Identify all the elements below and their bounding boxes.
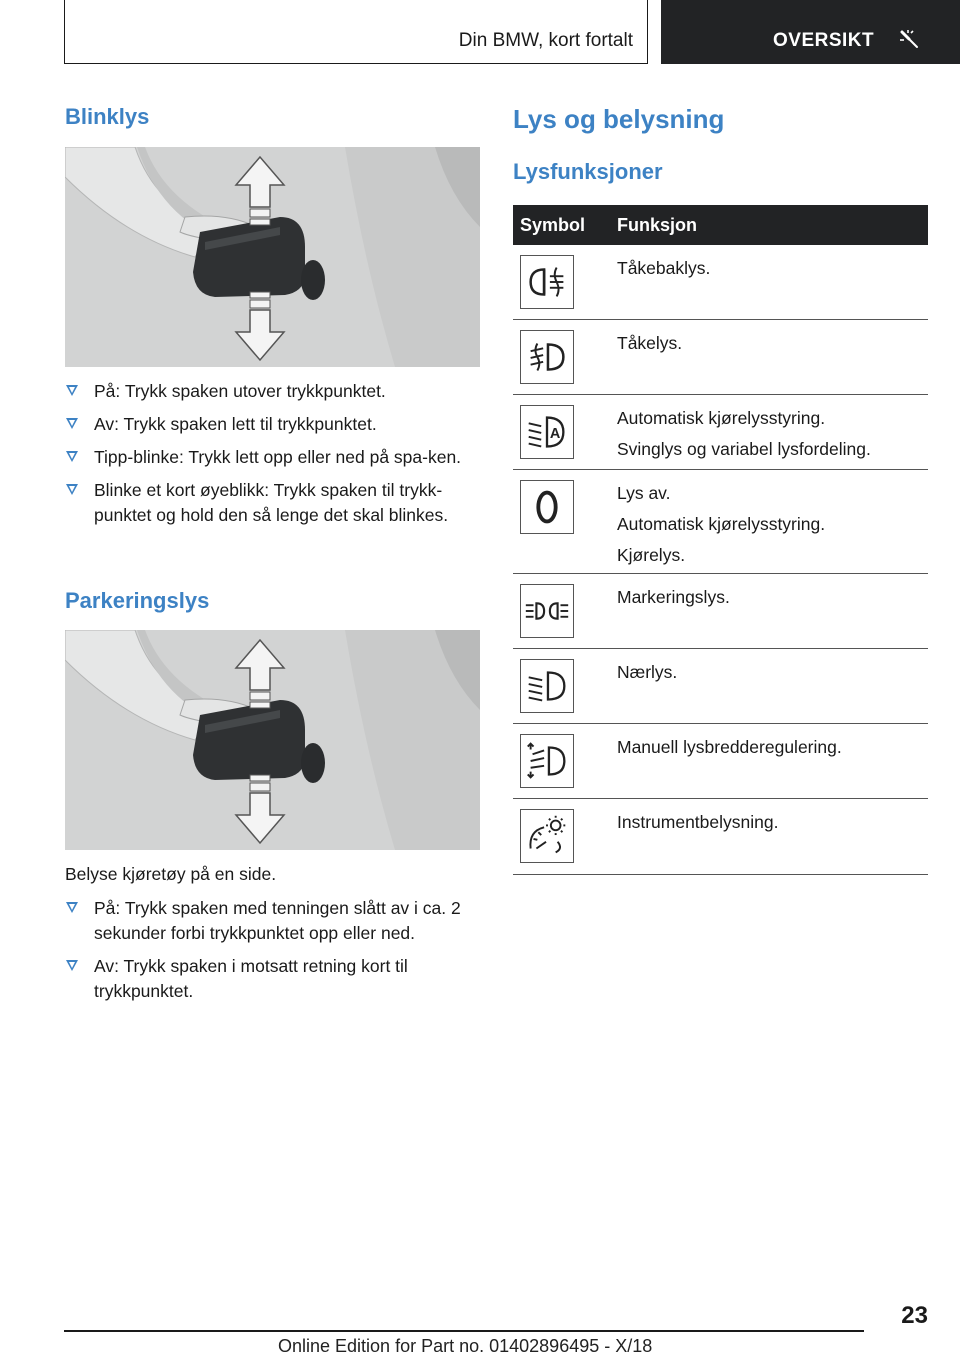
auto-headlight-icon [520, 405, 574, 459]
rear-fog-light-icon [520, 255, 574, 309]
list-item: På: Trykk spaken med tenningen slått av i ca. 2 sekunder forbi trykkpunktet opp eller ned. [65, 896, 480, 946]
function-text: Nærlys. [617, 662, 678, 682]
list-item: Blinke et kort øyeblikk: Trykk spaken til trykk-punktet og hold den så lenge det skal blinkes. [65, 478, 480, 528]
table-row [513, 320, 928, 395]
table-row [513, 470, 928, 574]
table-row [513, 574, 928, 649]
list-item: Tipp-blinke: Trykk lett opp eller ned på spa-ken. [65, 445, 480, 470]
function-text: Automatisk kjørelysstyring. [617, 514, 826, 534]
function-text: Manuell lysbredderegulering. [617, 737, 842, 757]
parking-light-icon [520, 584, 574, 638]
lys-heading: Lys og belysning [513, 104, 725, 134]
function-text: Svinglys og variabel lysfordeling. [617, 439, 871, 459]
low-beam-icon [520, 659, 574, 713]
table-row [513, 245, 928, 320]
list-item: Av: Trykk spaken lett til trykkpunktet. [65, 412, 480, 437]
svg-text:A: A [549, 425, 561, 442]
blinklys-heading: Blinklys [65, 104, 150, 129]
wand-icon [897, 28, 921, 52]
footer-edition: Online Edition for Part no. 01402896495 - X/18 [278, 1336, 653, 1356]
function-text: Instrumentbelysning. [617, 812, 779, 832]
lysfunksjoner-heading: Lysfunksjoner [513, 159, 663, 184]
turn-signal-lever-illustration [65, 147, 480, 367]
bullet-triangle-icon [66, 484, 78, 495]
lights-off-icon [520, 480, 574, 534]
instrument-lighting-icon [520, 809, 574, 863]
header-chapter-box [661, 0, 960, 64]
col-symbol-header: Symbol [520, 215, 586, 235]
footer-rule [64, 1330, 864, 1332]
bullet-triangle-icon [66, 451, 78, 462]
parkeringslys-heading: Parkeringslys [65, 588, 210, 613]
blinklys-list [65, 379, 480, 536]
list-item: På: Trykk spaken utover trykkpunktet. [65, 379, 480, 404]
header-section-title: Din BMW, kort fortalt [458, 30, 633, 51]
header-chapter-label: OVERSIKT [773, 30, 875, 51]
turn-signal-lever-illustration [65, 630, 480, 850]
headlight-range-icon [520, 734, 574, 788]
function-text: Markeringslys. [617, 587, 730, 607]
table-row [513, 649, 928, 724]
table-row [513, 395, 928, 470]
page-number: 23 [901, 1302, 928, 1329]
function-text: Tåkebaklys. [617, 258, 711, 278]
function-text: Kjørelys. [617, 545, 686, 565]
bullet-triangle-icon [66, 418, 78, 429]
col-function-header: Funksjon [617, 215, 697, 235]
list-item: Av: Trykk spaken i motsatt retning kort til trykkpunktet. [65, 954, 480, 1004]
table-row [513, 799, 928, 875]
function-text: Automatisk kjørelysstyring. [617, 408, 826, 428]
bullet-triangle-icon [66, 385, 78, 396]
header-section-box [64, 0, 648, 64]
parkeringslys-intro: Belyse kjøretøy på en side. [65, 864, 277, 884]
parkeringslys-list [65, 896, 480, 1012]
function-text: Lys av. [617, 483, 671, 503]
light-functions-table [513, 205, 928, 875]
bullet-triangle-icon [66, 960, 78, 971]
table-header [513, 205, 928, 245]
front-fog-light-icon [520, 330, 574, 384]
bullet-triangle-icon [66, 902, 78, 913]
table-row [513, 724, 928, 799]
function-text: Tåkelys. [617, 333, 683, 353]
